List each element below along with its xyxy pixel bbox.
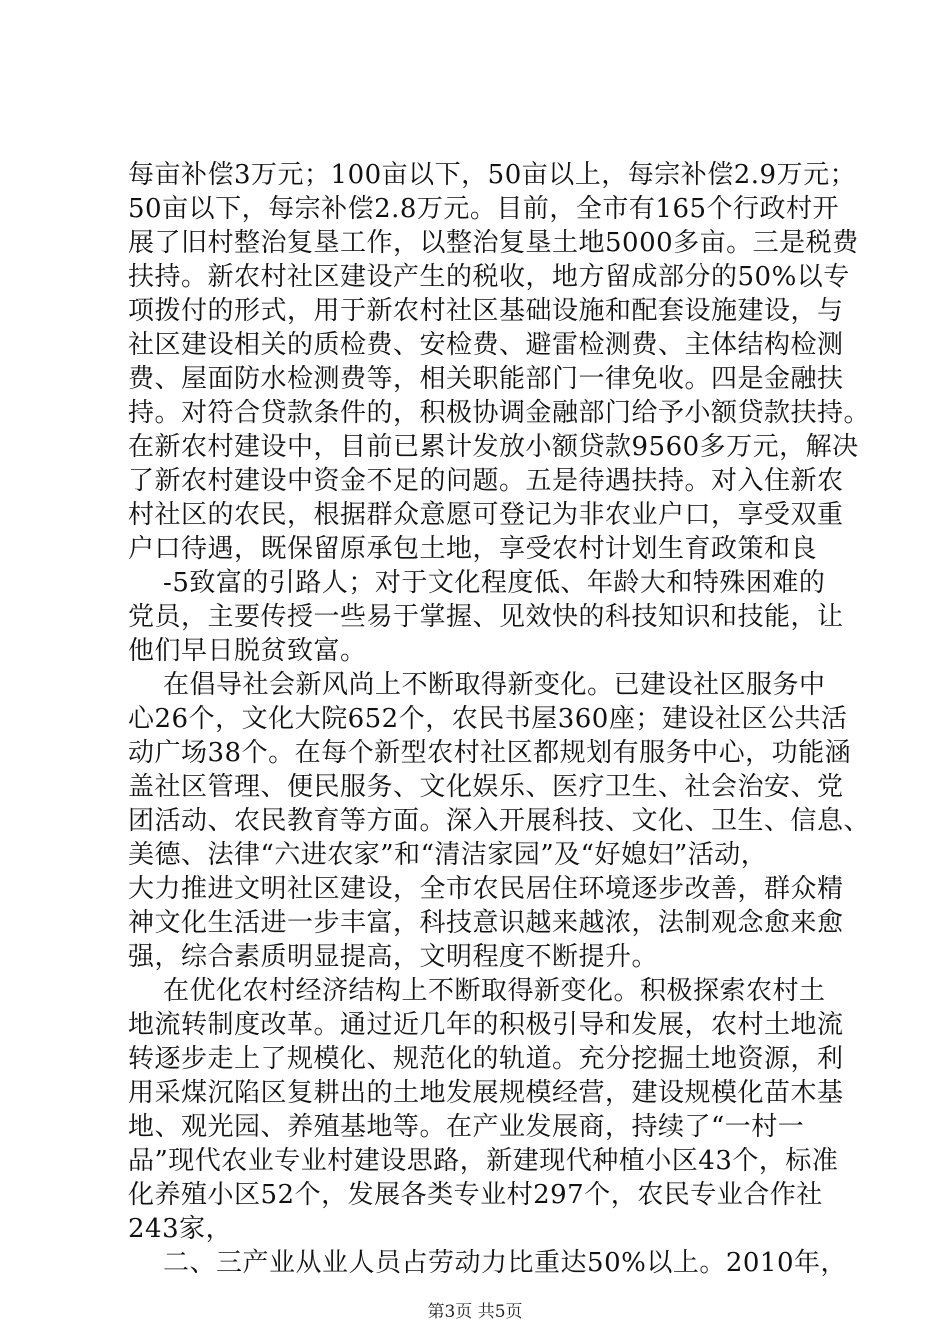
text-line: 50亩以下，每宗补偿2.8万元。目前，全市有165个行政村开 [128, 194, 840, 224]
text-line: 地流转制度改革。通过近几年的积极引导和发展，农村土地流 [128, 1010, 844, 1040]
text-line: 用采煤沉陷区复耕出的土地发展规模经营，建设规模化苗木基 [128, 1078, 844, 1108]
text-line: 心26个，文化大院652个，农民书屋360座；建设社区公共活 [128, 704, 848, 734]
text-line: 盖社区管理、便民服务、文化娱乐、医疗卫生、社会治安、党 [128, 772, 844, 802]
text-line: 了新农村建设中资金不足的问题。五是待遇扶持。对入住新农 [128, 466, 844, 496]
text-line: 大力推进文明社区建设，全市农民居住环境逐步改善，群众精 [128, 874, 844, 904]
text-line: 项拨付的形式，用于新农村社区基础设施和配套设施建设，与 [128, 296, 844, 326]
text-line: 党员，主要传授一些易于掌握、见效快的科技知识和技能，让 [128, 602, 844, 632]
text-line: 在优化农村经济结构上不断取得新变化。积极探索农村土 [128, 976, 826, 1006]
text-line: 品”现代农业专业村建设思路，新建现代种植小区43个，标准 [128, 1146, 839, 1176]
text-line: 在倡导社会新风尚上不断取得新变化。已建设社区服务中 [128, 670, 826, 700]
text-line: 在新农村建设中，目前已累计发放小额贷款9560多万元，解决 [128, 432, 859, 462]
text-line: -5致富的引路人；对于文化程度低、年龄大和特殊困难的 [128, 568, 826, 598]
text-line: 地、观光园、养殖基地等。在产业发展商，持续了“一村一 [128, 1112, 805, 1142]
text-line: 社区建设相关的质检费、安检费、避雷检测费、主体结构检测 [128, 330, 844, 360]
text-line: 团活动、农民教育等方面。深入开展科技、文化、卫生、信息、 [128, 806, 871, 836]
text-line: 转逐步走上了规模化、规范化的轨道。充分挖掘土地资源，利 [128, 1044, 844, 1074]
text-line: 每亩补偿3万元；100亩以下，50亩以上，每宗补偿2.9万元； [128, 160, 857, 190]
page-number-footer: 第3页 共5页 [427, 1302, 523, 1322]
text-line: 展了旧村整治复垦工作，以整治复垦土地5000多亩。三是税费 [128, 228, 859, 258]
text-line: 神文化生活进一步丰富，科技意识越来越浓，法制观念愈来愈 [128, 908, 844, 938]
text-line: 持。对符合贷款条件的，积极协调金融部门给予小额贷款扶持。 [128, 398, 871, 428]
text-line: 村社区的农民，根据群众意愿可登记为非农业户口，享受双重 [128, 500, 844, 530]
text-line: 他们早日脱贫致富。 [128, 636, 367, 666]
text-line: 243家， [128, 1214, 233, 1244]
text-line: 动广场38个。在每个新型农村社区都规划有服务中心，功能涵 [128, 738, 852, 768]
text-line: 户口待遇，既保留原承包土地，享受农村计划生育政策和良 [128, 534, 818, 564]
text-line: 强，综合素质明显提高，文明程度不断提升。 [128, 942, 659, 972]
text-line: 化养殖小区52个，发展各类专业村297个，农民专业合作社 [128, 1180, 823, 1210]
text-line: 费、屋面防水检测费等，相关职能部门一律免收。四是金融扶 [128, 364, 844, 394]
text-line: 美德、法律“六进农家”和“清洁家园”及“好媳妇”活动， [128, 840, 768, 870]
text-line: 扶持。新农村社区建设产生的税收，地方留成部分的50%以专 [128, 262, 850, 292]
text-line: 二、三产业从业人员占劳动力比重达50%以上。2010年， [128, 1248, 848, 1278]
